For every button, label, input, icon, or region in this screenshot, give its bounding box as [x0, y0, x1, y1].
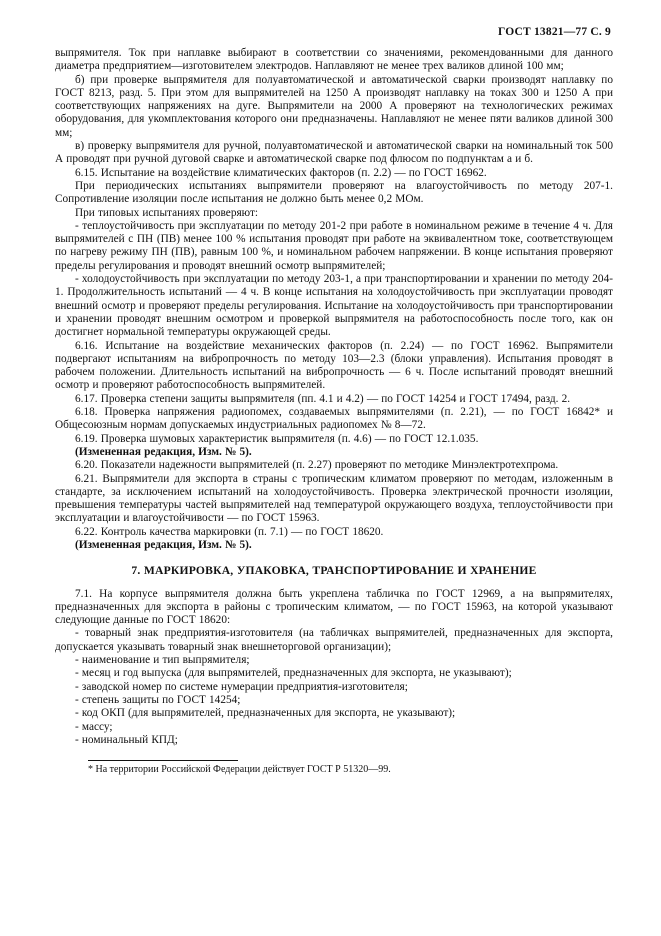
clause-7-1: 7.1. На корпусе выпрямителя должна быть укреплена табличка по ГОСТ 12969, а на выпрямителях, предназначенных для экспорта в районы с тропическим климатом, — по ГОСТ 15963, на которой указывают следующие данные по ГОСТ 18620:: [55, 587, 613, 627]
footnote-section: [55, 760, 613, 776]
list-item-protection-degree: - степень защиты по ГОСТ 14254;: [75, 693, 241, 706]
para-periodic-tests: При периодических испытаниях выпрямители проверяют на влагоустойчивость по методу 207-1. Сопротивление изоляции после испытания не должно быть менее 0,2 МОм.: [55, 179, 613, 206]
list-item-serial-number: - заводской номер по системе нумерации предприятия-изготовителя;: [75, 680, 408, 693]
clause-6-22: 6.22. Контроль качества маркировки (п. 7.1) — по ГОСТ 18620.: [75, 525, 384, 538]
revision-note-2: (Измененная редакция, Изм. № 5).: [75, 538, 252, 551]
document-number: ГОСТ 13821—77 С. 9: [498, 26, 611, 38]
list-item-trademark: - товарный знак предприятия-изготовителя (на табличках выпрямителей, предназначенных для экспорта, допускается указывать товарный знак внешнеторговой организации);: [55, 627, 613, 653]
page-header: [55, 26, 613, 38]
clause-6-18: 6.18. Проверка напряжения радиопомех, создаваемых выпрямителями (п. 2.21), — по ГОСТ 16842* и Общесоюзным нормам допускаемых индустриальных радиопомех № 8—72.: [55, 406, 613, 432]
revision-note-1: (Измененная редакция, Изм. № 5).: [75, 445, 252, 458]
clause-b: б) при проверке выпрямителя для полуавтоматической и автоматической сварки производят наплавку по ГОСТ 8213, разд. 5. При этом для выпрямителей на 1250 А производят наплавку на токах 300 и 1250 А при соответствующих напряжениях на дуге. Выпрямители на 2000 А проверяют на технологических режимах оборудования, для укомплектования которого они предназначены. Наплавляют не менее пяти валиков длиной 300 мм;: [55, 73, 613, 139]
section-7-heading: 7. МАРКИРОВКА, УПАКОВКА, ТРАНСПОРТИРОВАНИЕ И ХРАНЕНИЕ: [131, 564, 537, 578]
clause-6-15: 6.15. Испытание на воздействие климатических факторов (п. 2.2) — по ГОСТ 16962.: [75, 166, 487, 179]
list-item-efficiency: - номинальный КПД;: [75, 733, 178, 746]
document-body: [55, 47, 613, 747]
clause-6-19: 6.19. Проверка шумовых характеристик выпрямителя (п. 4.6) — по ГОСТ 12.1.035.: [75, 432, 479, 445]
list-item-month-year: - месяц и год выпуска (для выпрямителей, предназначенных для экспорта, не указывают);: [75, 667, 512, 680]
clause-6-16: 6.16. Испытание на воздействие механических факторов (п. 2.24) — по ГОСТ 16962. Выпрямители подвергают испытаниям на вибропрочность по методу 103—2.3 (блоки управления). Испытания проводят в рабочем положении. Длительность испытаний на вибропрочность — 6 ч. После испытаний проводят внешний осмотр и проверяют работоспособность выпрямителей.: [55, 339, 613, 392]
clause-6-17: 6.17. Проверка степени защиты выпрямителя (пп. 4.1 и 4.2) — по ГОСТ 14254 и ГОСТ 17494, разд. 2.: [75, 392, 571, 405]
clause-6-21: 6.21. Выпрямители для экспорта в страны с тропическим климатом проверяют по методам, изложенным в стандарте, за исключением испытаний на холодоустойчивость. Проверка электрической прочности изоляции, превышения температуры частей выпрямителей над температурой окружающего воздуха, теплоустойчивости при эксплуатации и влагоустойчивости — по ГОСТ 15963.: [55, 472, 613, 525]
list-item-cold-resistance: - холодоустойчивость при эксплуатации по методу 203-1, а при транспортировании и хранении по методу 204-1. Продолжительность испытаний — 4 ч. В конце испытания на холодоустойчивость при эксплуатации проводят внешний осмотр и проверяют пределы регулирования. Испытание на холодоустойчивость при транспортировании и хранении проводят внешним осмотром и проверкой выпрямителя на работоспособность после того, как он достигнет нормальной температуры окружающей среды.: [55, 273, 613, 339]
list-item-name-type: - наименование и тип выпрямителя;: [75, 654, 250, 667]
para-type-tests: При типовых испытаниях проверяют:: [75, 206, 259, 219]
clause-6-20: 6.20. Показатели надежности выпрямителей (п. 2.27) проверяют по методике Минэлектротехпрома.: [75, 459, 559, 472]
para-continuation: выпрямителя. Ток при наплавке выбирают в соответствии со значениями, рекомендованными для данного диаметра предприятием—изготовителем электродов. Наплавляют не менее трех валиков длиной 100 мм;: [55, 47, 613, 73]
clause-v: в) проверку выпрямителя для ручной, полуавтоматической и автоматической сварки на номинальный ток 500 А проводят при ручной дуговой сварке и автоматической сварке под флюсом по подпунктам а и б.: [55, 140, 613, 166]
list-item-mass: - массу;: [75, 720, 113, 733]
footnote-divider: [88, 760, 238, 761]
footnote-text: * На территории Российской Федерации действует ГОСТ Р 51320—99.: [88, 764, 391, 776]
list-item-heat-resistance: - теплоустойчивость при эксплуатации по методу 201-2 при работе в номинальном режиме в течение 4 ч. Для выпрямителей с ПН (ПВ) менее 100 % испытания проводят при работе на эквивалентном токе, соответствующем по нагреву режиму ПН (ПВ), равным 100 %, и номинальном рабочем напряжении. В конце испытания проверяют пределы регулирования и проводят внешний осмотр выпрямителей;: [55, 219, 613, 272]
list-item-okp-code: - код ОКП (для выпрямителей, предназначенных для экспорта, не указывают);: [75, 707, 456, 720]
